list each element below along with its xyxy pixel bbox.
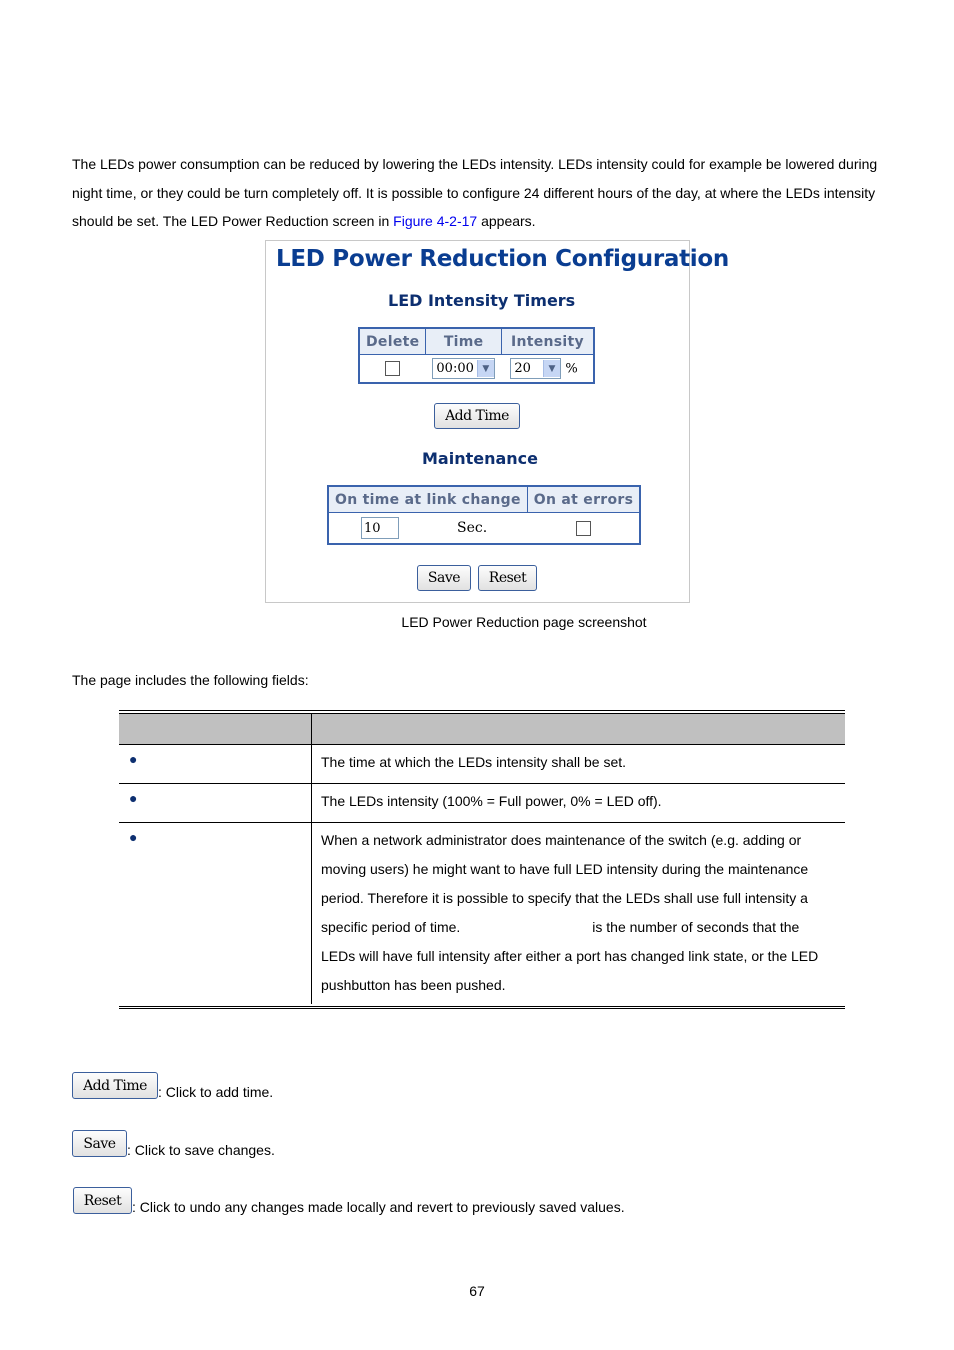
page-number: 67 [469,1283,485,1299]
field-description: The LEDs intensity (100% = Full power, 0% = LED off). [321,793,662,809]
maintenance-heading: Maintenance [422,449,539,468]
table-header-row [119,714,845,745]
maintenance-table [327,485,641,545]
timers-heading: LED Intensity Timers [388,291,576,310]
add-time-help-text: : Click to add time. [158,1084,274,1100]
figure-link[interactable]: Figure 4-2-17 [393,213,478,230]
description-part1: When a network administrator does maintenance of the switch (e.g. adding or moving users) he might want to have full LED intensity during the maintenance period. Therefore it is possible to specify that the LEDs shall use full intensity a specific period of time. [321,832,809,935]
add-time-button[interactable]: Add Time [434,403,520,429]
field-description: The time at which the LEDs intensity shall be set. [321,754,627,770]
time-select[interactable] [432,358,494,379]
on-time-input[interactable]: 10 [361,517,399,539]
seconds-unit: Sec. [457,520,488,536]
intensity-select[interactable] [510,358,561,379]
reset-help-button[interactable]: Reset [73,1187,132,1214]
bullet-icon: ● [129,751,138,767]
fields-intro: The page includes the following fields: [72,672,309,688]
config-title: LED Power Reduction Configuration [276,246,729,272]
bullet-icon: ● [129,829,138,845]
time-header: Time [426,328,501,355]
description-part2: is the number of seconds that the LEDs will have full intensity after either a port has changed link state, or the LED pushbutton has been pushed. [321,919,819,993]
reset-help-text: : Click to undo any changes made locally and revert to previously saved values. [132,1199,625,1215]
chevron-down-icon: ▼ [477,360,494,377]
figure-caption: LED Power Reduction page screenshot [401,614,647,630]
bullet-icon: ● [129,790,138,806]
intensity-value: 20 [514,361,531,376]
description-header-cell [312,714,845,744]
intensity-header: Intensity [501,328,594,355]
fields-table [119,710,845,1009]
chevron-down-icon: ▼ [543,360,560,377]
intro-paragraph [72,150,892,236]
delete-header: Delete [359,328,426,355]
intro-text: The LEDs power consumption can be reduced by lowering the LEDs intensity. LEDs intensity could for example be lowered during night time, or they could be turn completely off. It is possible to configure 24 different hours of the day, at where the LEDs intensity should be set. The LED Power Reduction screen in [72,156,878,230]
table-row [119,745,845,784]
timers-table [358,327,595,384]
time-value: 00:00 [436,361,474,376]
save-button[interactable]: Save [417,565,471,591]
table-row [119,784,845,823]
percent-unit: % [565,361,578,377]
object-header-cell [119,714,312,744]
on-time-header: On time at link change [328,486,527,513]
save-help-button[interactable]: Save [72,1130,127,1157]
intro-text-end: appears. [477,213,536,230]
delete-checkbox[interactable] [385,361,400,376]
add-time-help-button[interactable]: Add Time [72,1072,158,1099]
led-power-reduction-screenshot [265,240,729,603]
on-at-errors-checkbox[interactable] [576,521,591,536]
table-row [119,823,845,1004]
on-at-errors-header: On at errors [527,486,640,513]
field-description [312,823,845,1004]
save-help-text: : Click to save changes. [127,1142,275,1158]
reset-button[interactable]: Reset [478,565,537,591]
